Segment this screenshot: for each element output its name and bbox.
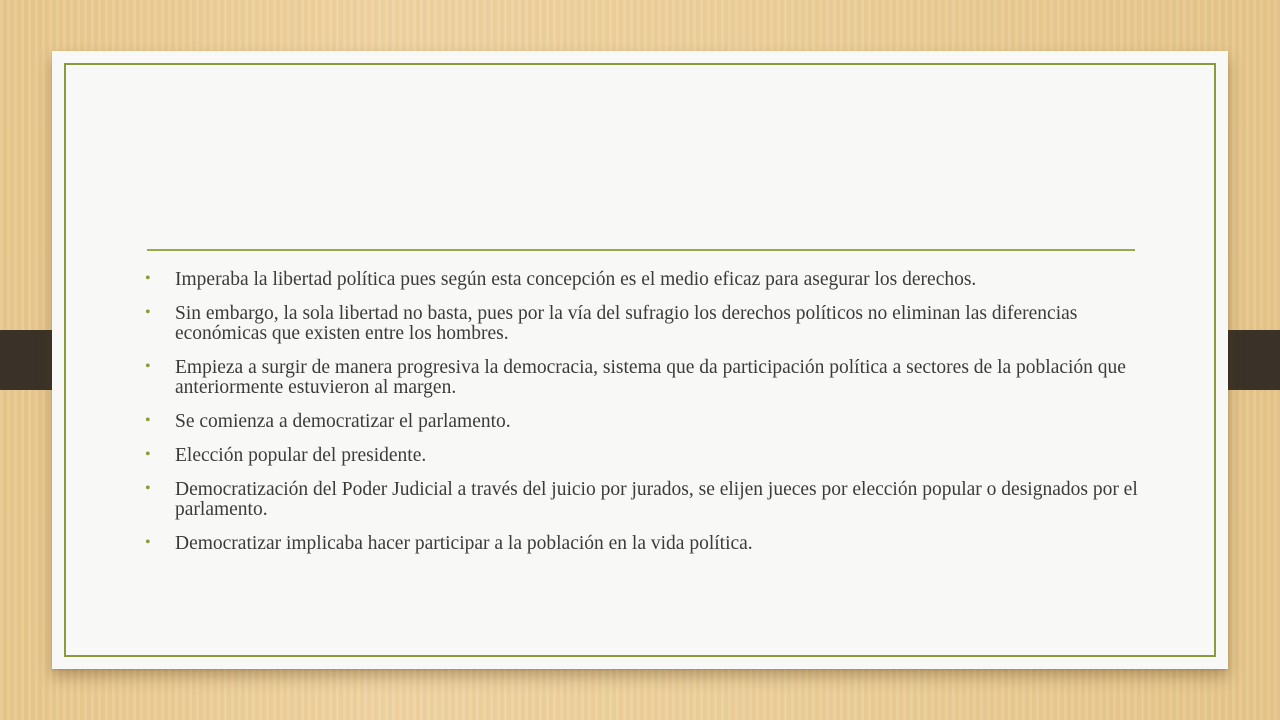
bullet-text: Se comienza a democratizar el parlamento. — [175, 411, 511, 432]
bullet-dot-icon: • — [145, 480, 151, 497]
bullet-list — [145, 270, 1145, 568]
bullet-text: Sin embargo, la sola libertad no basta, pues por la vía del sufragio los derechos políticos no eliminan las diferencias económicas que existen entre los hombres. — [175, 303, 1078, 344]
bullet-dot-icon: • — [145, 446, 151, 463]
bullet-text: Democratizar implicaba hacer participar a la población en la vida política. — [175, 533, 753, 554]
bullet-text: Empieza a surgir de manera progresiva la democracia, sistema que da participación política a sectores de la población que anteriormente estuvieron al margen. — [175, 357, 1126, 398]
list-item — [145, 270, 1145, 290]
list-item — [145, 412, 1145, 432]
bullet-dot-icon: • — [145, 412, 151, 429]
bullet-dot-icon: • — [145, 358, 151, 375]
list-item — [145, 358, 1145, 398]
bullet-text: Imperaba la libertad política pues según esta concepción es el medio eficaz para asegurar los derechos. — [175, 269, 977, 290]
bullet-dot-icon: • — [145, 270, 151, 287]
bullet-text: Elección popular del presidente. — [175, 445, 427, 466]
title-divider-line — [147, 249, 1135, 251]
list-item — [145, 480, 1145, 520]
list-item — [145, 446, 1145, 466]
list-item — [145, 534, 1145, 554]
bullet-dot-icon: • — [145, 534, 151, 551]
bullet-text: Democratización del Poder Judicial a través del juicio por jurados, se elijen jueces por elección popular o designados por el parlamento. — [175, 479, 1138, 520]
list-item — [145, 304, 1145, 344]
bullet-dot-icon: • — [145, 304, 151, 321]
